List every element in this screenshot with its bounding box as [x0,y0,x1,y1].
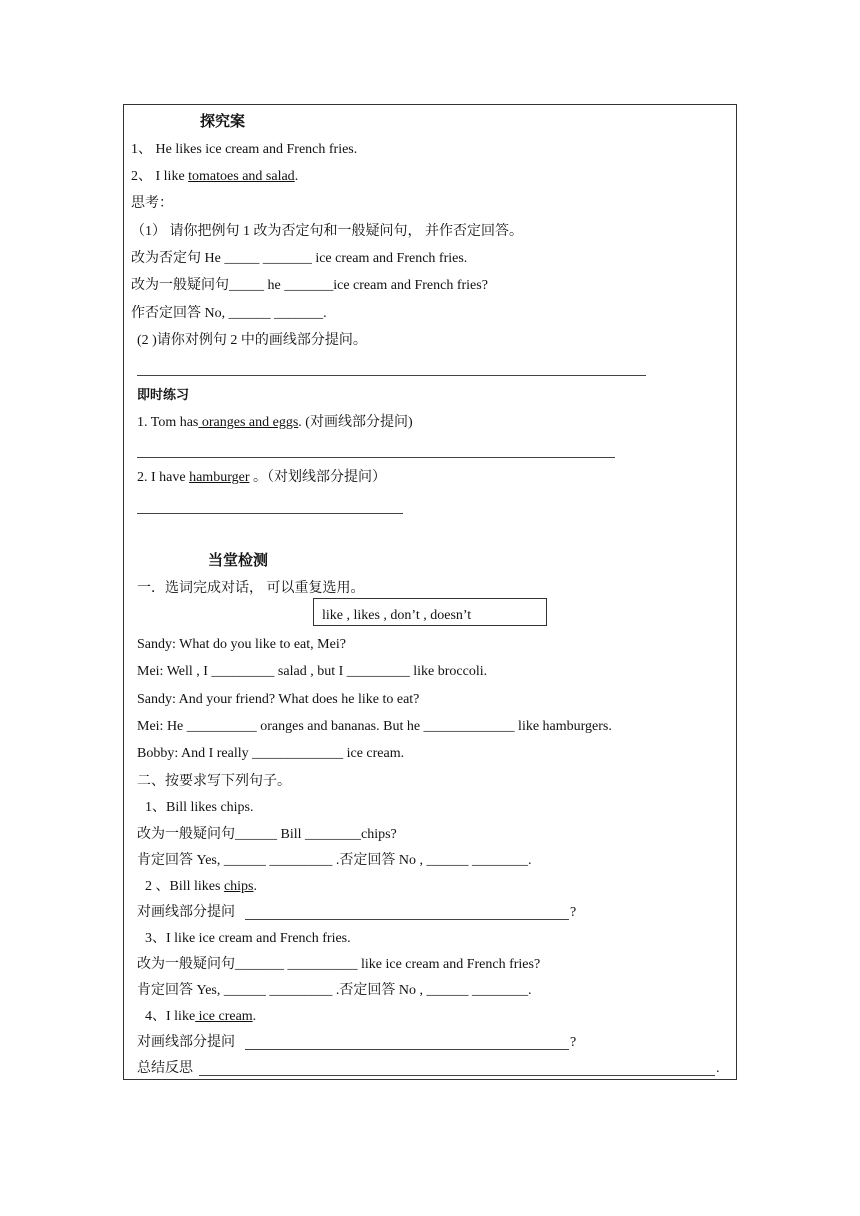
writing-item-3-answers: 肯定回答 Yes, ______ _________ .否定回答 No , ______ ________. [137,983,532,998]
negative-answer-blank: 作否定回答 No, ______ _______. [131,306,327,321]
question-2: (2 )请你对例句 2 中的画线部分提问。 [137,333,367,348]
answer-line [137,513,403,514]
answer-line [137,375,646,376]
word-choices: like , likes , don’t , doesn’t [322,608,472,623]
question-mark: ? [570,905,577,920]
writing-item-3: 3、I like ice cream and French fries. [145,931,351,946]
writing-item-1-answers: 肯定回答 Yes, ______ _________ .否定回答 No , ______ ________. [137,853,532,868]
section-2-title: 二、按要求写下列句子。 [137,774,291,789]
explore-heading: 探究案 [200,112,246,130]
underlined-phrase: ice cream [195,1009,253,1024]
practice-heading: 即时练习 [137,388,190,403]
word-choices-box [313,598,547,626]
practice-item-2: 2. I have hamburger 。（对划线部分提问） [137,470,386,485]
writing-item-4-question: 对画线部分提问 [137,1035,235,1050]
reflection-line [199,1075,715,1076]
writing-item-1-question: 改为一般疑问句______ Bill ________chips? [137,827,397,842]
writing-item-1: 1、Bill likes chips. [145,800,254,815]
dialogue-line-3: Sandy: And your friend? What does he like to eat? [137,692,420,707]
reflection-label: 总结反思 [137,1061,193,1076]
answer-line [245,1049,569,1050]
negative-form-blank: 改为否定句 He _____ _______ ice cream and French fries. [131,251,468,266]
writing-item-3-question: 改为一般疑问句_______ __________ like ice cream and French fries? [137,957,541,972]
answer-line [137,457,615,458]
dialogue-line-1: Sandy: What do you like to eat, Mei? [137,637,346,652]
writing-item-2-question: 对画线部分提问 [137,905,235,920]
underlined-phrase: hamburger [189,470,250,485]
dialogue-line-5: Bobby: And I really _____________ ice cream. [137,746,405,761]
underlined-phrase: oranges and eggs [198,415,299,430]
dialogue-line-4: Mei: He __________ oranges and bananas. But he _____________ like hamburgers. [137,719,612,734]
reflection-period: . [716,1061,720,1076]
question-form-blank: 改为一般疑问句_____ he _______ice cream and French fries? [131,278,488,293]
section-1-title: 一．选词完成对话， 可以重复选用。 [137,581,365,596]
underlined-phrase: tomatoes and salad [188,169,295,184]
dialogue-line-2: Mei: Well , I _________ salad , but I _________ like broccoli. [137,664,488,679]
question-mark: ? [570,1035,577,1050]
practice-item-1: 1. Tom has oranges and eggs. (对画线部分提问) [137,415,413,430]
question-1: （1） 请你把例句 1 改为否定句和一般疑问句， 并作否定回答。 [131,224,523,239]
writing-item-2: 2 、Bill likes chips. [145,879,258,894]
answer-line [245,919,569,920]
think-label: 思考： [131,196,173,211]
example-sentence-2: 2、 I like tomatoes and salad. [131,169,299,184]
writing-item-4: 4、I like ice cream. [145,1009,257,1024]
test-heading: 当堂检测 [208,551,269,569]
underlined-word: chips [223,879,254,894]
example-sentence-1: 1、 He likes ice cream and French fries. [131,142,358,157]
